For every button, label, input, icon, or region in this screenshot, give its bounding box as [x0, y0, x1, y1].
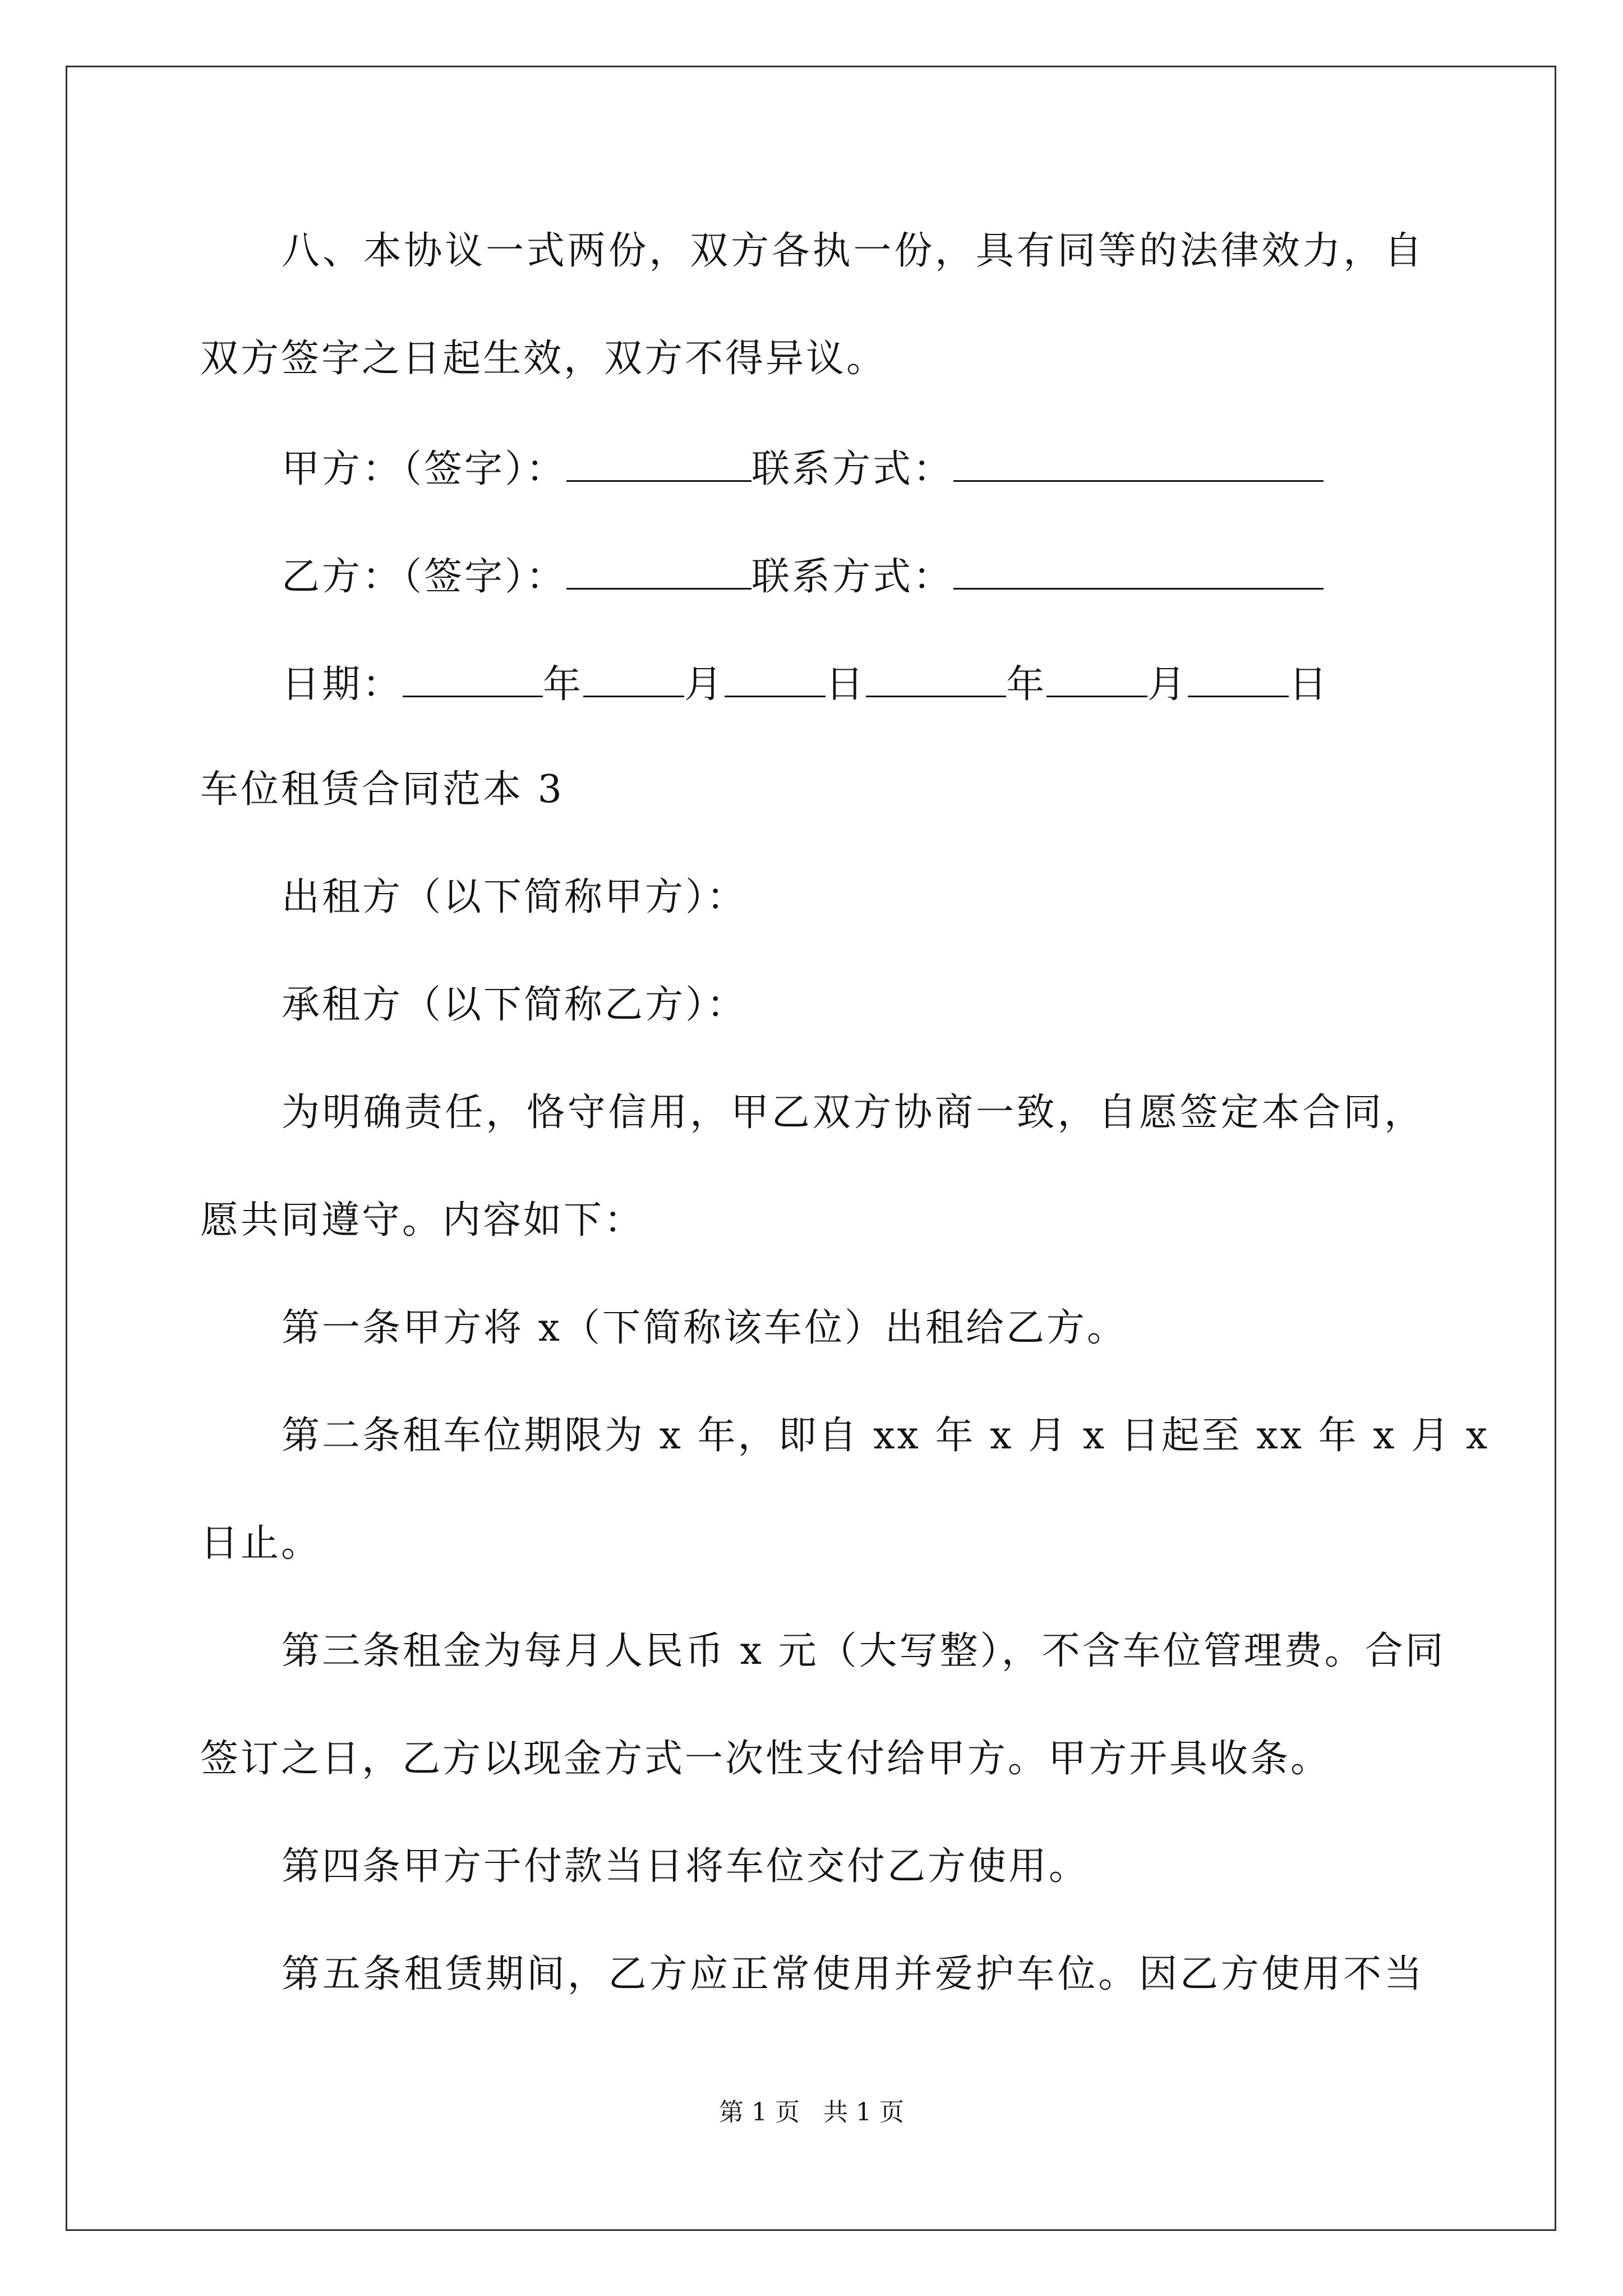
date-day-1: 日 — [826, 662, 866, 707]
article-5-line-1: 第五条租赁期间，乙方应正常使用并爱护车位。因乙方使用不当 — [282, 1952, 1424, 1996]
party-a-sign-label: 甲方：（签字）： — [282, 447, 567, 491]
date-row — [282, 662, 1330, 707]
intro-line-2: 愿共同遵守。内容如下： — [200, 1198, 645, 1243]
party-b-sign-label: 乙方：（签字）： — [282, 555, 567, 599]
clause-8-line-1: 八、本协议一式两份，双方各执一份，具有同等的法律效力，自 — [282, 229, 1424, 273]
clause-8-line-2: 双方签字之日起生效，双方不得异议。 — [200, 337, 887, 381]
article-4: 第四条甲方于付款当日将车位交付乙方使用。 — [282, 1844, 1090, 1889]
party-b-sign-blank — [566, 555, 751, 590]
date-year-2: 年 — [1006, 662, 1047, 707]
date-month-blank-2 — [1046, 663, 1147, 697]
date-label: 日期： — [282, 662, 403, 707]
date-year-blank-1 — [403, 663, 543, 697]
lessor-line: 出租方（以下简称甲方）： — [282, 875, 748, 919]
party-a-sign-blank — [566, 448, 751, 482]
party-b-signature-row — [282, 555, 1324, 599]
article-2-line-2: 日止。 — [200, 1521, 322, 1566]
page-number-footer: 第 1 页 共 1 页 — [719, 2098, 904, 2127]
date-month-1: 月 — [684, 662, 725, 707]
date-year-blank-2 — [866, 663, 1006, 697]
contract-title-3: 车位租赁合同范本 3 — [200, 767, 564, 812]
article-1: 第一条甲方将 x（下简称该车位）出租给乙方。 — [282, 1306, 1127, 1350]
party-a-contact-blank — [953, 448, 1324, 482]
intro-line-1: 为明确责任，恪守信用，甲乙双方协商一致，自愿签定本合同， — [282, 1091, 1424, 1135]
date-day-blank-2 — [1188, 663, 1289, 697]
party-b-contact-label: 联系方式： — [751, 555, 954, 599]
party-a-contact-label: 联系方式： — [751, 447, 954, 491]
article-3-line-1: 第三条租金为每月人民币 x 元（大写整），不含车位管理费。合同 — [282, 1629, 1446, 1673]
lessee-line: 承租方（以下简称乙方）： — [282, 983, 748, 1027]
article-3-line-2: 签订之日，乙方以现金方式一次性支付给甲方。甲方开具收条。 — [200, 1737, 1331, 1781]
page-border — [66, 66, 1556, 2231]
date-month-blank-1 — [583, 663, 684, 697]
party-b-contact-blank — [953, 555, 1324, 590]
date-year-1: 年 — [543, 662, 584, 707]
date-day-2: 日 — [1289, 662, 1330, 707]
date-day-blank-1 — [725, 663, 826, 697]
party-a-signature-row — [282, 448, 1324, 489]
article-2-line-1: 第二条租车位期限为 x 年，即自 xx 年 x 月 x 日起至 xx 年 x 月 x — [282, 1414, 1490, 1458]
date-month-2: 月 — [1147, 662, 1188, 707]
